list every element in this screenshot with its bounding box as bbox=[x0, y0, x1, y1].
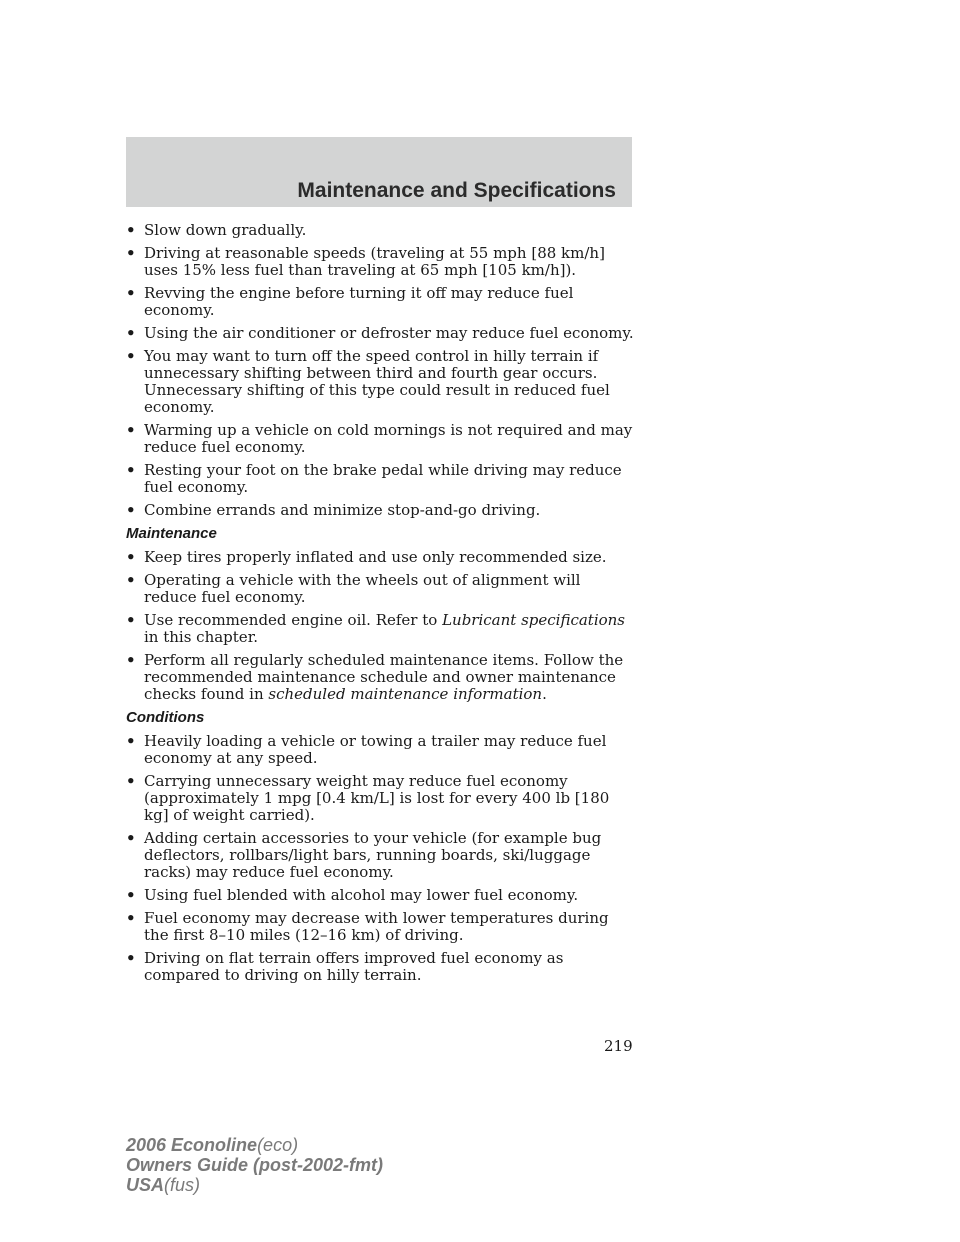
page-content bbox=[126, 222, 636, 990]
bullet-icon: • bbox=[126, 571, 136, 589]
document-footer bbox=[126, 1135, 383, 1195]
list-item: • Using fuel blended with alcohol may lower fuel economy. bbox=[126, 886, 579, 904]
bullet-icon: • bbox=[126, 772, 136, 790]
list-item: • Fuel economy may decrease with lower temperatures during the first 8–10 miles (12–16 km) of driving. bbox=[126, 909, 609, 944]
list-item: • Use recommended engine oil. Refer to Lubricant specifications in this chapter. bbox=[126, 611, 626, 646]
header-band bbox=[126, 137, 632, 207]
footer-line-guide: Owners Guide (post-2002-fmt) bbox=[126, 1155, 384, 1175]
bullet-icon: • bbox=[126, 324, 136, 342]
bullet-icon: • bbox=[126, 461, 136, 479]
maintenance-list bbox=[126, 549, 636, 703]
list-item: • Using the air conditioner or defroster may reduce fuel economy. bbox=[126, 324, 634, 342]
bullet-icon: • bbox=[126, 284, 136, 302]
page-number: 219 bbox=[604, 1037, 633, 1055]
bullet-icon: • bbox=[126, 421, 136, 439]
list-item: • Slow down gradually. bbox=[126, 221, 307, 239]
footer-line-model: 2006 Econoline(eco) bbox=[126, 1135, 299, 1155]
list-item: • Combine errands and minimize stop-and-go driving. bbox=[126, 501, 541, 519]
list-item: • Heavily loading a vehicle or towing a trailer may reduce fuel economy at any speed. bbox=[126, 732, 607, 767]
bullet-icon: • bbox=[126, 651, 136, 669]
footer-line-market: USA(fus) bbox=[126, 1175, 201, 1195]
lubricant-specifications-reference: Lubricant specifications bbox=[442, 611, 626, 629]
bullet-icon: • bbox=[126, 347, 136, 365]
bullet-icon: • bbox=[126, 611, 136, 629]
page-title: Maintenance and Specifications bbox=[297, 179, 616, 202]
bullet-icon: • bbox=[126, 829, 136, 847]
bullet-icon: • bbox=[126, 501, 136, 519]
list-item: • Keep tires properly inflated and use only recommended size. bbox=[126, 548, 607, 566]
list-item: • Perform all regularly scheduled maintenance items. Follow the recommended maintenance schedule and owner maintenance checks found in scheduled maintenance information. bbox=[126, 651, 624, 703]
bullet-icon: • bbox=[126, 548, 136, 566]
maintenance-heading: Maintenance bbox=[126, 525, 217, 542]
bullet-icon: • bbox=[126, 886, 136, 904]
list-item: • Driving at reasonable speeds (traveling at 55 mph [88 km/h] uses 15% less fuel than traveling at 65 mph [105 km/h]). bbox=[126, 244, 605, 279]
list-item: • Carrying unnecessary weight may reduce fuel economy (approximately 1 mpg [0.4 km/L] is lost for every 400 lb [180 kg] of weight carried). bbox=[126, 772, 610, 824]
list-item: • Revving the engine before turning it off may reduce fuel economy. bbox=[126, 284, 574, 319]
bullet-icon: • bbox=[126, 732, 136, 750]
list-item: • Warming up a vehicle on cold mornings is not required and may reduce fuel economy. bbox=[126, 421, 633, 456]
bullet-icon: • bbox=[126, 244, 136, 262]
scheduled-maintenance-reference: scheduled maintenance information bbox=[268, 685, 543, 703]
conditions-heading: Conditions bbox=[126, 709, 205, 726]
bullet-icon: • bbox=[126, 221, 136, 239]
list-item: • Driving on flat terrain offers improved fuel economy as compared to driving on hilly terrain. bbox=[126, 949, 564, 984]
list-item: • Resting your foot on the brake pedal while driving may reduce fuel economy. bbox=[126, 461, 622, 496]
list-item: • Adding certain accessories to your vehicle (for example bug deflectors, rollbars/light bars, running boards, ski/luggage racks) may reduce fuel economy. bbox=[126, 829, 602, 881]
bullet-icon: • bbox=[126, 909, 136, 927]
list-item: • You may want to turn off the speed control in hilly terrain if unnecessary shifting between third and fourth gear occurs. Unnecessary shifting of this type could result in reduced fuel economy. bbox=[126, 347, 610, 416]
conditions-list bbox=[126, 733, 636, 984]
driving-tips-list bbox=[126, 222, 636, 519]
bullet-icon: • bbox=[126, 949, 136, 967]
list-item: • Operating a vehicle with the wheels out of alignment will reduce fuel economy. bbox=[126, 571, 581, 606]
